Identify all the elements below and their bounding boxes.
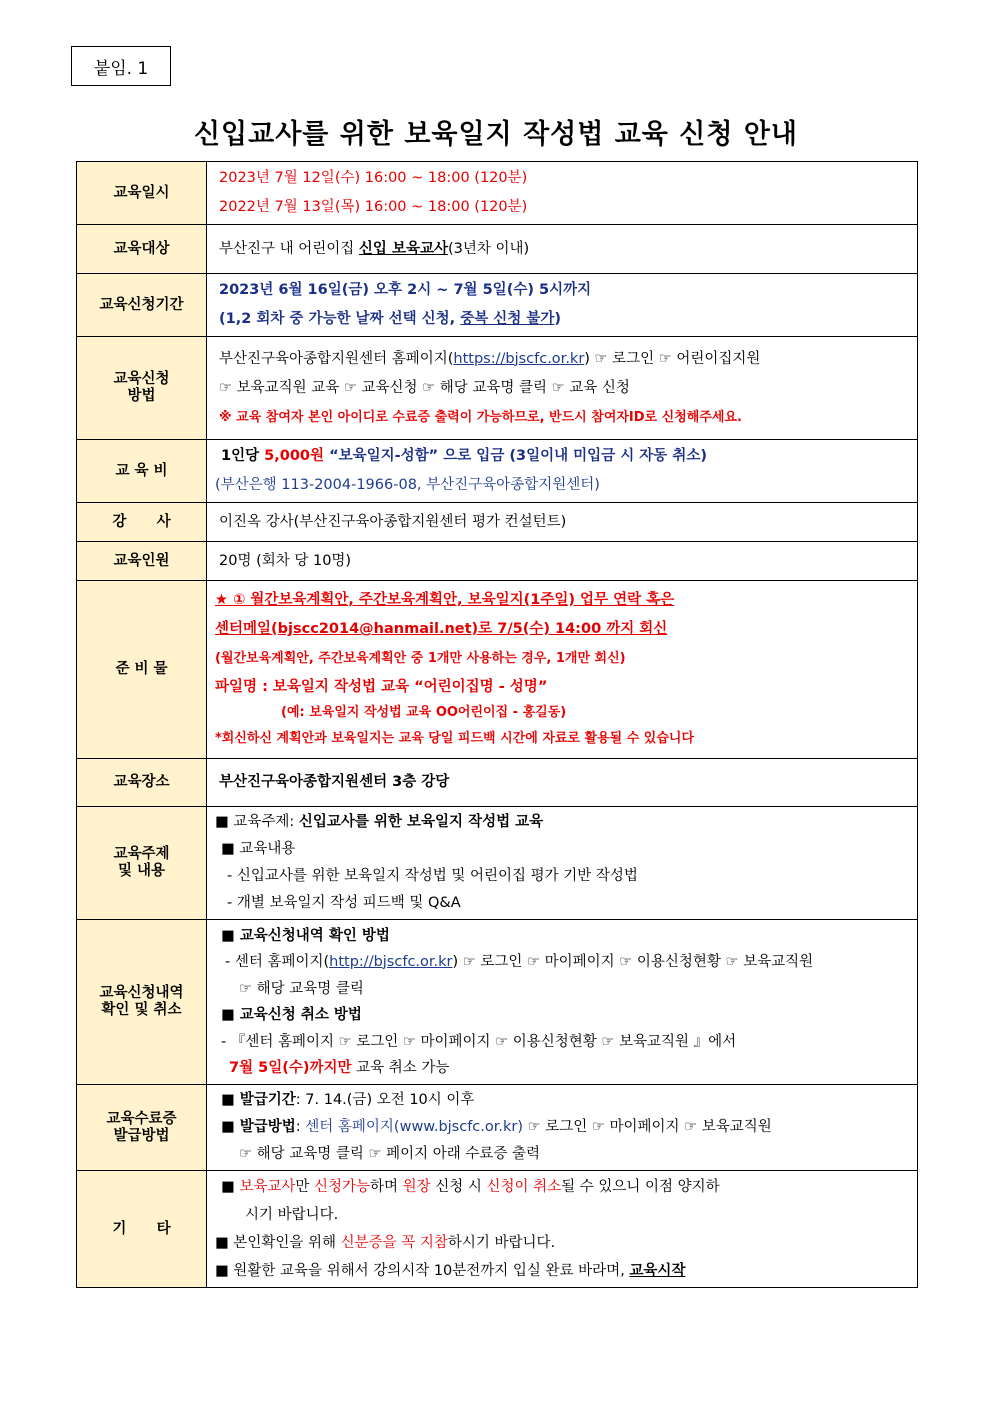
label-etc: 기 타: [77, 1171, 207, 1288]
row-venue: [77, 759, 918, 807]
fee-bank-account: (부산은행 113-2004-1966-08, 부산진구육아종합지원센터): [215, 477, 600, 493]
etc-start: 교육시작: [629, 1263, 686, 1279]
period-line-1: 2023년 6월 16일(금) 오후 2시 ~ 7월 5일(수) 5시까지: [219, 282, 592, 298]
label-check: [77, 920, 207, 1085]
label-check-2: 확인 및 취소: [101, 1002, 182, 1018]
label-topic: [77, 807, 207, 920]
row-target: [77, 225, 918, 274]
star-icon: ★: [215, 592, 234, 608]
row-topic: [77, 807, 918, 920]
attachment-label: 붙임. 1: [71, 46, 171, 86]
check-line-2-pre: - 센터 홈페이지(: [225, 953, 330, 970]
cancel-deadline: 7월 5일(수)까지만: [229, 1059, 352, 1076]
row-instructor: [77, 503, 918, 542]
fee-amount: 5,000원: [264, 448, 325, 464]
etc-nursery-teacher: 보육교사: [239, 1179, 296, 1195]
method-line-1-post: ) ☞ 로그인 ☞ 어린이집지원: [584, 350, 761, 367]
label-method-1: 교육신청: [113, 371, 170, 388]
period-line-2-pre: (1,2 회차 중 가능한 날짜 선택 신청,: [219, 311, 461, 327]
row-method: [77, 337, 918, 440]
row-cert: [77, 1085, 918, 1171]
cert-method-colon: :: [295, 1119, 306, 1135]
value-venue: 부산진구육아종합지원센터 3층 강당: [207, 759, 918, 807]
value-fee: [207, 440, 918, 503]
cancel-heading: ■ 교육신청 취소 방법: [221, 1006, 362, 1023]
fee-deposit-note: “보육일지-성함” 으로 입금 (3일이내 미입금 시 자동 취소): [324, 448, 707, 464]
cancel-line: - 『센터 홈페이지 ☞ 로그인 ☞ 마이페이지 ☞ 이용신청현황 ☞ 보육교직원 』에서: [221, 1033, 737, 1050]
label-prep: 준 비 물: [77, 581, 207, 759]
page-title: 신입교사를 위한 보육일지 작성법 교육 신청 안내: [193, 119, 799, 150]
fee-per-person: 1인당: [221, 448, 265, 464]
label-cert: [77, 1085, 207, 1171]
check-heading: ■ 교육신청내역 확인 방법: [221, 927, 390, 944]
prep-line-3: (월간보육계획안, 주간보육계획안 중 1개만 사용하는 경우, 1개만 회신): [215, 651, 626, 666]
value-prep: [207, 581, 918, 759]
value-topic: [207, 807, 918, 920]
cert-homepage-link[interactable]: 센터 홈페이지(www.bjscfc.or.kr): [305, 1119, 524, 1135]
label-fee: 교 육 비: [77, 440, 207, 503]
date-line-1: 2023년 7월 12일(수) 16:00 ~ 18:00 (120분): [219, 170, 528, 186]
center-homepage-link[interactable]: http://bjscfc.or.kr: [329, 953, 453, 970]
label-check-1: 교육신청내역: [99, 985, 184, 1002]
prep-file-name: 파일명 : 보육일지 작성법 교육 “어린이집명 - 성명”: [215, 679, 548, 695]
label-date: 교육일시: [77, 162, 207, 225]
row-fee: [77, 440, 918, 503]
homepage-link[interactable]: https://bjscfc.or.kr: [453, 350, 585, 367]
value-date: [207, 162, 918, 225]
method-line-2: ☞ 보육교직원 교육 ☞ 교육신청 ☞ 해당 교육명 클릭 ☞ 교육 신청: [219, 379, 630, 396]
value-capacity: 20명 (회차 당 10명): [207, 542, 918, 581]
label-cert-1: 교육수료증: [106, 1110, 177, 1127]
label-period: 교육신청기간: [77, 274, 207, 337]
value-period: [207, 274, 918, 337]
date-line-2: 2022년 7월 13일(목) 16:00 ~ 18:00 (120분): [219, 199, 528, 215]
label-method: [77, 337, 207, 440]
etc-id-card: 신분증을 꼭 지참: [340, 1235, 448, 1251]
topic-line-1-pre: ■ 교육주제:: [215, 814, 299, 830]
label-topic-1: 교육주제: [113, 846, 170, 863]
etc-line-2: 시기 바랍니다.: [245, 1207, 339, 1223]
check-line-2-post: ) ☞ 로그인 ☞ 마이페이지 ☞ 이용신청현황 ☞ 보육교직원: [452, 953, 814, 970]
label-cert-2: 발급방법: [113, 1127, 170, 1144]
value-instructor: 이진옥 강사(부산진구육아종합지원센터 평가 컨설턴트): [207, 503, 918, 542]
label-instructor: 강 사: [77, 503, 207, 542]
etc-cancel: 신청이 취소: [486, 1179, 562, 1195]
cancel-note: 교육 취소 가능: [351, 1059, 450, 1076]
label-venue: 교육장소: [77, 759, 207, 807]
cert-line-3: ☞ 해당 교육명 클릭 ☞ 페이지 아래 수료증 출력: [239, 1146, 540, 1162]
value-method: [207, 337, 918, 440]
row-check: [77, 920, 918, 1085]
check-line-3: ☞ 해당 교육명 클릭: [239, 980, 364, 997]
target-pre: 부산진구 내 어린이집: [219, 240, 359, 257]
method-notice: ※ 교육 참여자 본인 아이디로 수료증 출력이 가능하므로, 반드시 참여자ID로 신청해주세요.: [219, 409, 742, 425]
label-method-2: 방법: [127, 388, 156, 404]
prep-line-2: 센터메일(bjscc2014@hanmail.net)로 7/5(수) 14:00 까지 회신: [215, 621, 668, 637]
label-topic-2: 및 내용: [117, 863, 166, 879]
prep-example: (예: 보육일지 작성법 교육 OO어린이집 - 홍길동): [281, 705, 567, 720]
cert-period-label: ■ 발급기간: [221, 1092, 296, 1108]
value-target: [207, 225, 918, 274]
period-line-2-post: ): [554, 311, 562, 327]
label-target: 교육대상: [77, 225, 207, 274]
topic-content-2: - 개별 보육일지 작성 피드백 및 Q&A: [227, 895, 461, 911]
row-prep: [77, 581, 918, 759]
label-capacity: 교육인원: [77, 542, 207, 581]
prep-note: *회신하신 계획안과 보육일지는 교육 당일 피드백 시간에 자료로 활용될 수 있습니다: [215, 731, 695, 746]
row-period: [77, 274, 918, 337]
value-check: [207, 920, 918, 1085]
info-table: [76, 161, 918, 1288]
etc-eligible: 신청가능: [313, 1179, 370, 1195]
target-post: (3년차 이내): [447, 240, 530, 257]
topic-content-1: - 신입교사를 위한 보육일지 작성법 및 어린이집 평가 기반 작성법: [227, 868, 638, 884]
etc-director: 원장: [402, 1179, 431, 1195]
value-etc: ■ 보육교사만 신청가능하며 원장 신청 시 신청이 취소될 수 있으니 이점 양지하 시기 바랍니다. ■ 본인확인을 위해 신분증을 꼭 지참하시기 바랍니다. ■ 원활한 교육을 위해서 강의시작 10분전까지 입실 완료 바라며, 교육시작: [207, 1171, 918, 1288]
cert-period: : 7. 14.(금) 오전 10시 이후: [295, 1092, 475, 1108]
method-line-1-pre: 부산진구육아종합지원센터 홈페이지(: [219, 350, 454, 367]
cert-method-post: ☞ 로그인 ☞ 마이페이지 ☞ 보육교직원: [523, 1119, 772, 1135]
topic-subject: 신입교사를 위한 보육일지 작성법 교육: [298, 814, 544, 830]
target-highlight: 신입 보육교사: [358, 240, 448, 257]
row-date: [77, 162, 918, 225]
prep-line-1: ① 월간보육계획안, 주간보육계획안, 보육일지(1주일) 업무 연락 혹은: [233, 592, 675, 608]
period-line-2-underline: 중복 신청 불가: [460, 311, 555, 327]
row-capacity: [77, 542, 918, 581]
topic-content-heading: ■ 교육내용: [221, 841, 296, 857]
row-etc: [77, 1171, 918, 1288]
cert-method-label: ■ 발급방법: [221, 1119, 296, 1135]
value-cert: [207, 1085, 918, 1171]
